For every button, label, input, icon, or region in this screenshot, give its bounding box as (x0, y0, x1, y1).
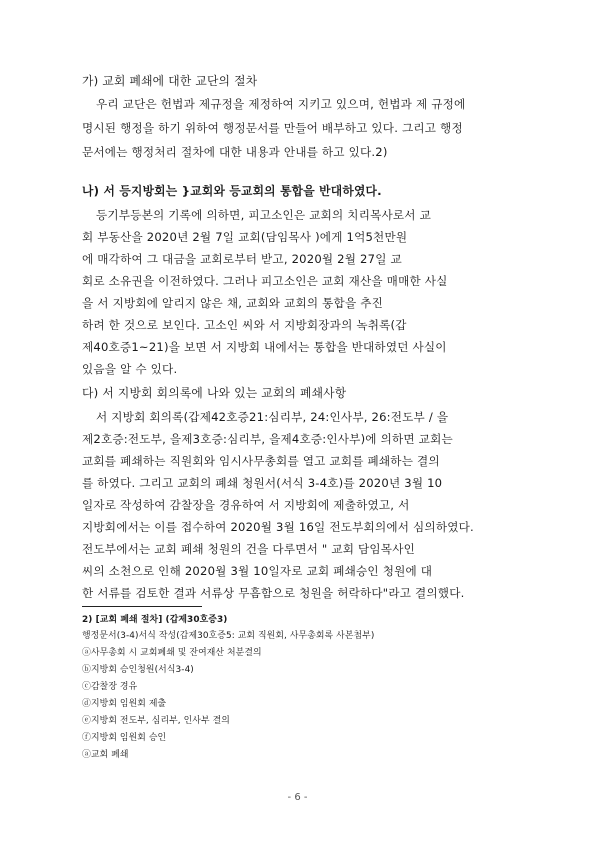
paragraph-line: 회 부동산을 2020년 2월 7일 교회(담임목사 )에게 1억5천만원 (82, 230, 408, 244)
paragraph-line: 제40호증1~21)을 보면 서 지방회 내에서는 통합을 반대하였던 사실이 (82, 340, 447, 354)
paragraph-line: 명시된 행정을 하기 위하여 행정문서를 만들어 배부하고 있다. 그리고 행정 (82, 121, 463, 135)
paragraph-line: 을 서 지방회에 알리지 않은 채, 교회와 교회의 통합을 추진 (82, 296, 384, 310)
paragraph-line: 를 하였다. 그리고 교회의 폐쇄 청원서(서식 3-4호)를 2020년 3월 10 (82, 476, 443, 490)
paragraph-line: 있음을 알 수 있다. (82, 362, 178, 376)
paragraph-line: 교회를 폐쇄하는 직원회와 임시사무총회를 열고 교회를 폐쇄하는 결의 (82, 454, 440, 468)
paragraph-line: 일자로 작성하여 감찰장을 경유하여 서 지방회에 제출하였고, 서 (82, 498, 410, 512)
footnote-step: ⓔ지방회 전도부, 심리부, 인사부 결의 (82, 716, 230, 726)
footnote-divider (82, 606, 202, 607)
section-heading-da: 다) 서 지방회 회의록에 나와 있는 교회의 폐쇄사항 (82, 386, 347, 400)
footnote-step: ⓒ감찰장 경유 (82, 682, 138, 692)
paragraph-line: 등기부등본의 기록에 의하면, 피고소인은 교회의 치리목사로서 교 (96, 208, 431, 222)
paragraph-line: 씨의 소천으로 인해 2020월 3월 10일자로 교회 폐쇄승인 청원에 대 (82, 564, 433, 578)
paragraph-line: 전도부에서는 교회 폐쇄 청원의 건을 다루면서 " 교회 담임목사인 (82, 542, 416, 556)
footnote-step: ⓕ지방회 임원회 승인 (82, 733, 167, 743)
paragraph-line: 우리 교단은 헌법과 제규정을 제정하여 지키고 있으며, 헌법과 제 규정에 (96, 97, 466, 111)
paragraph-line: 서 지방회 회의록(갑제42호증21:심리부, 24:인사부, 26:전도부 / 을 (96, 410, 449, 424)
paragraph-line: 회로 소유권을 이전하였다. 그러나 피고소인은 교회 재산을 매매한 사실 (82, 274, 448, 288)
footnote-step: ⓓ지방회 임원회 제출 (82, 699, 167, 709)
paragraph-line: 에 매각하여 그 대금을 교회로부터 받고, 2020월 2월 27일 교 (82, 252, 402, 266)
footnote-title: 2) [교회 폐쇄 절차] (갑제30호증3) (82, 615, 228, 625)
page-number: - 6 - (287, 792, 308, 803)
footnote-subtitle: 행정문서(3-4)서식 작성(갑제30호증5: 교회 직원회, 사무총회록 사본첨부) (82, 631, 375, 641)
paragraph-line: 제2호증:전도부, 을제3호증:심리부, 을제4호증:인사부)에 의하면 교회는 (82, 432, 453, 446)
paragraph-line: 하려 한 것으로 보인다. 고소인 씨와 서 지방회장과의 녹취록(갑 (82, 318, 407, 332)
footnote-step: ⓑ지방회 승인청원(서식3-4) (82, 665, 194, 675)
section-heading-na: 나) 서 등지방회는 }교회와 등교회의 통합을 반대하였다. (82, 184, 382, 198)
footnote-step: ⓐ사무총회 시 교회폐쇄 및 잔여재산 처분결의 (82, 648, 262, 658)
paragraph-line: 한 서류를 검토한 결과 서류상 무흠함으로 청원을 허락하다"라고 결의했다. (82, 586, 465, 600)
footnote-step: ⓐ교회 폐쇄 (82, 750, 129, 760)
paragraph-line: 문서에는 행정처리 절차에 대한 내용과 안내를 하고 있다.2) (82, 145, 388, 159)
paragraph-line: 지방회에서는 이를 접수하여 2020월 3월 16일 전도부회의에서 심의하였다. (82, 520, 474, 534)
section-heading-ga: 가) 교회 폐쇄에 대한 교단의 절차 (82, 74, 258, 88)
